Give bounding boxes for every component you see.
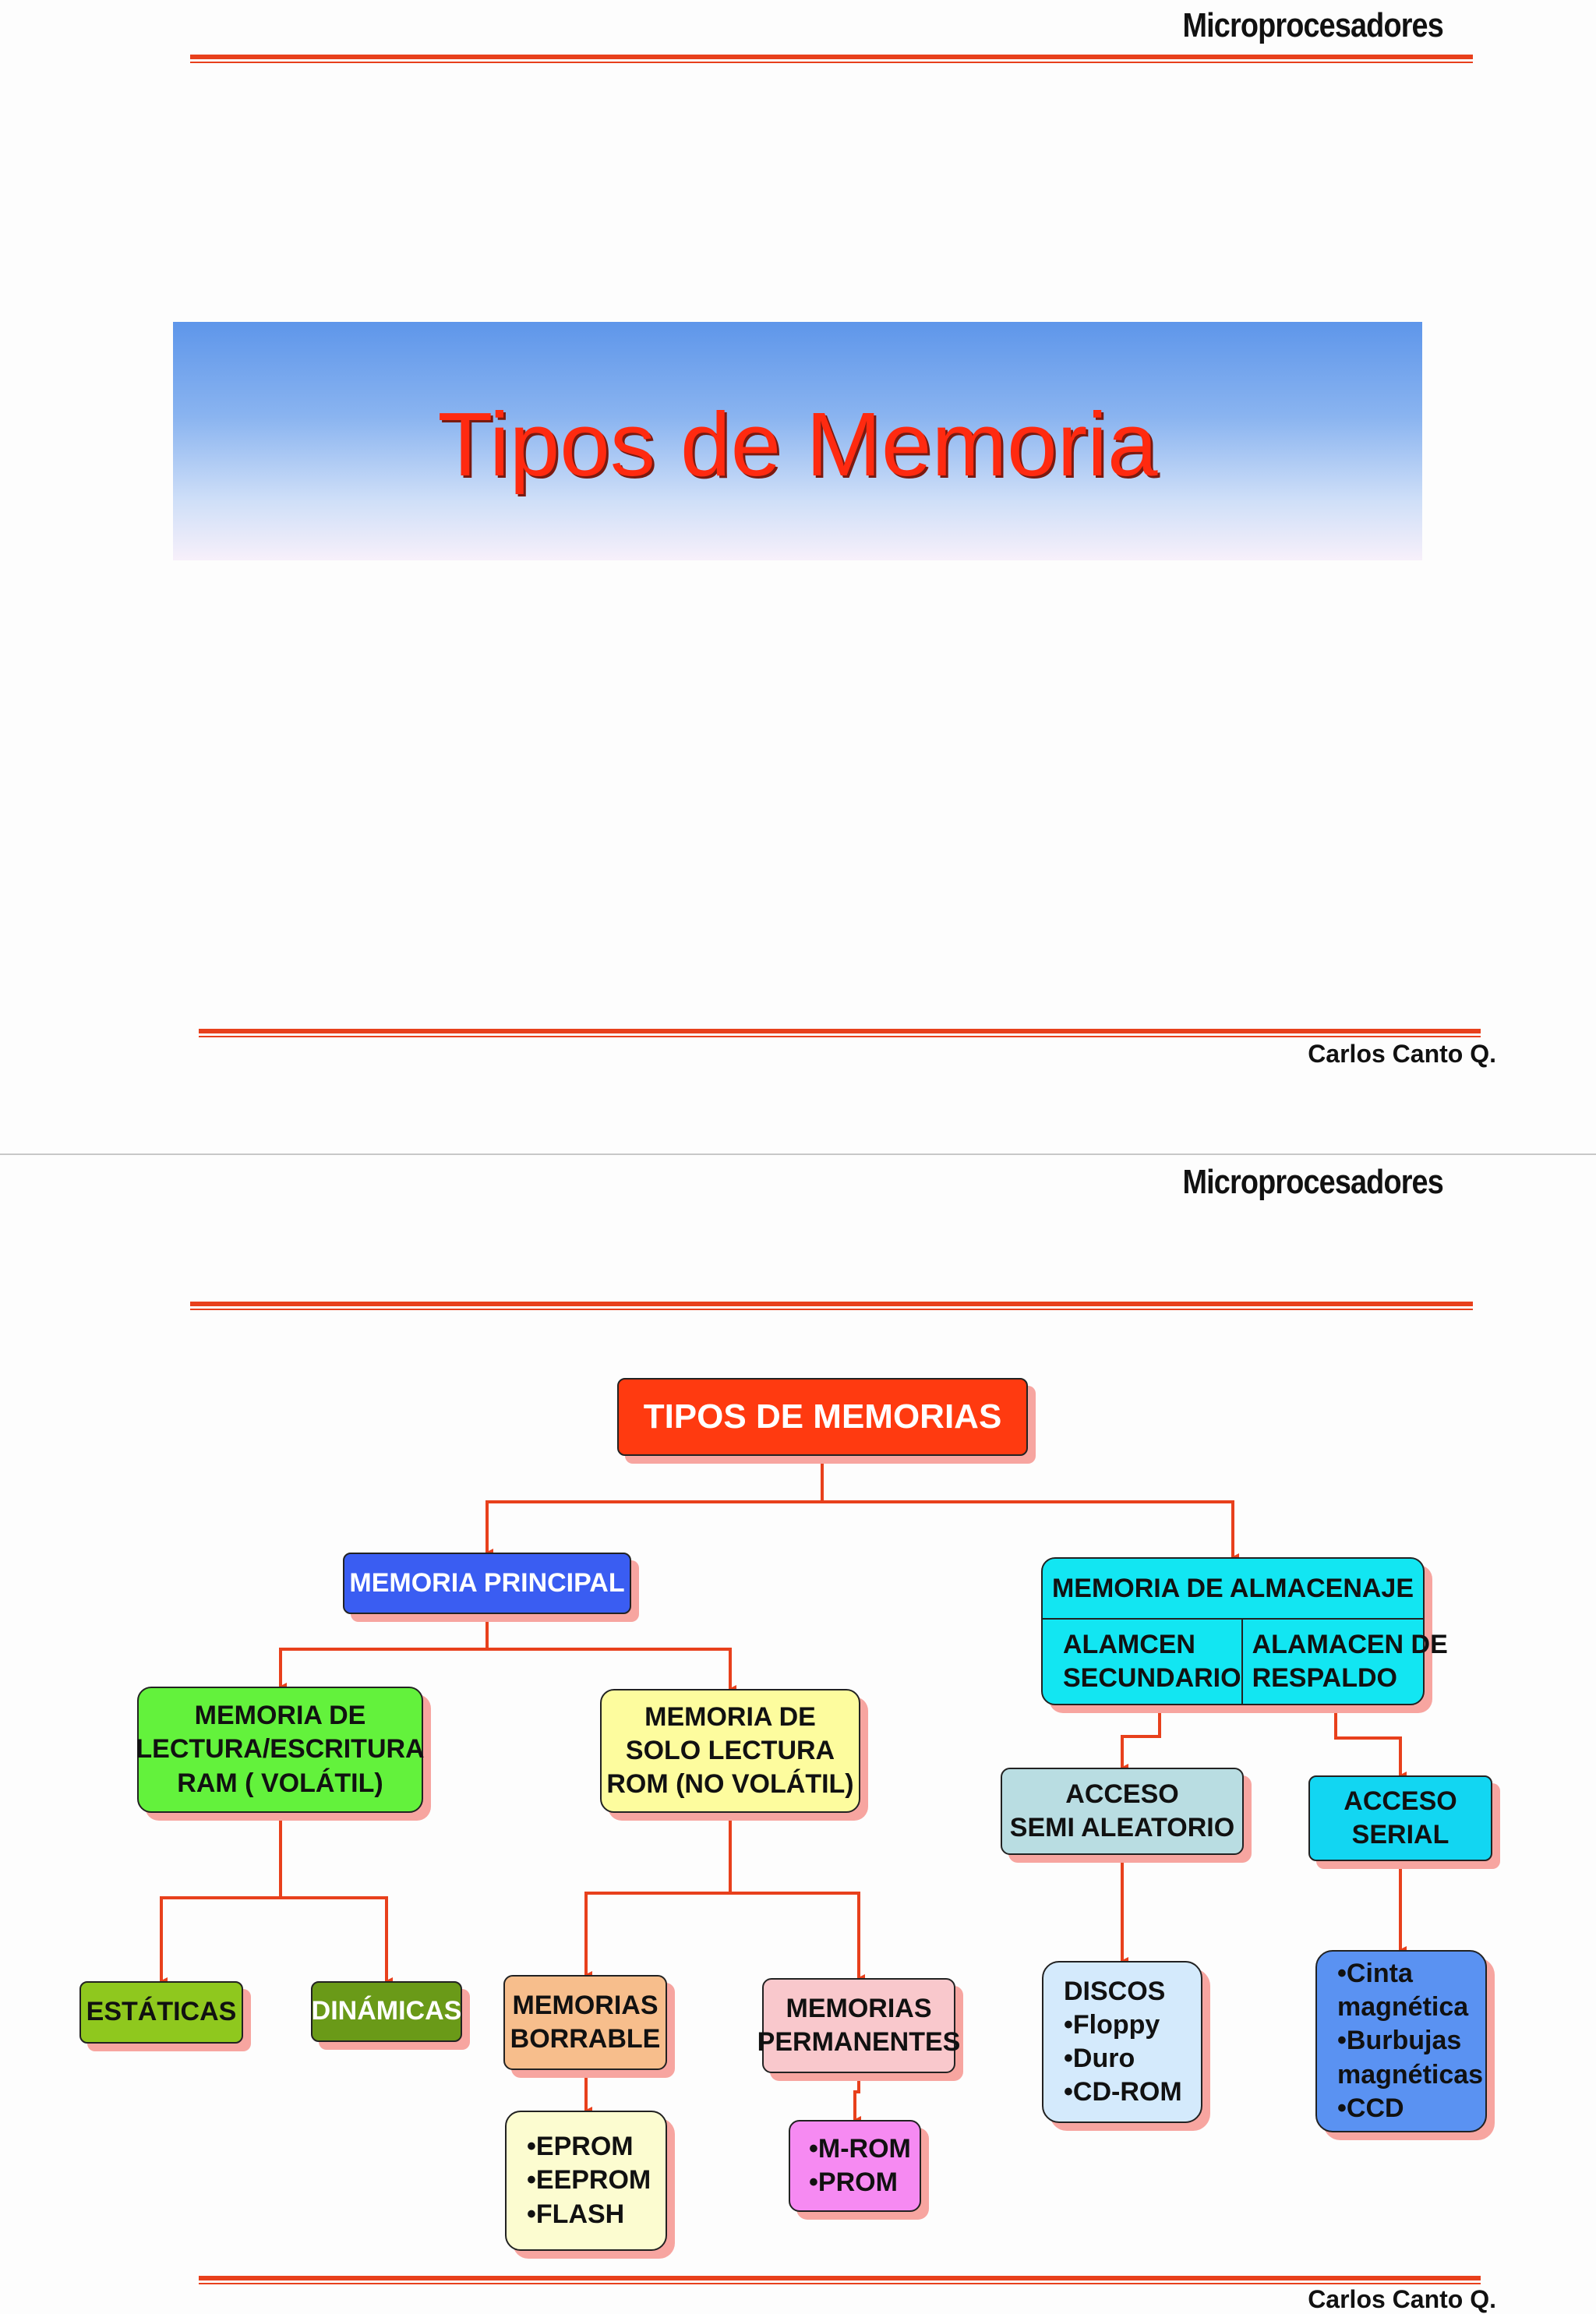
serial-list-item: magnética — [1337, 1992, 1469, 2023]
almacen-secundario — [1043, 1620, 1243, 1704]
borrable-list-item: •EPROM — [527, 2132, 634, 2162]
borrable-line: BORRABLE — [510, 2024, 661, 2054]
footer-rule — [199, 2276, 1481, 2280]
serial-list-item: magnéticas — [1337, 2059, 1484, 2090]
discos-list-node — [1042, 1961, 1202, 2123]
dinamicas-node: DINÁMICAS — [311, 1981, 462, 2042]
serial-list-item: •CCD — [1337, 2093, 1404, 2123]
page-separator — [0, 1153, 1596, 1155]
root-node: TIPOS DE MEMORIAS — [617, 1378, 1028, 1456]
discos-list-item: •Duro — [1064, 2044, 1135, 2073]
permanentes-line: PERMANENTES — [757, 2027, 961, 2057]
acceso-semi-line: ACCESO — [1065, 1779, 1179, 1809]
almacen-respaldo-line: RESPALDO — [1252, 1663, 1397, 1693]
almacen-secundario-line: ALAMCEN — [1063, 1629, 1195, 1659]
ram-line: LECTURA/ESCRITURA — [136, 1734, 425, 1765]
borrable-list-node — [505, 2111, 667, 2251]
acceso-serial-line: ACCESO — [1344, 1786, 1457, 1816]
serial-list-item: •Burbujas — [1337, 2026, 1462, 2056]
ram-node — [137, 1687, 423, 1813]
acceso-serial-node — [1308, 1775, 1492, 1861]
slide-title: Tipos de Memoria — [437, 394, 1158, 495]
almacenaje-split — [1043, 1620, 1448, 1704]
borrable-list-item: •EEPROM — [527, 2165, 651, 2196]
memorias-borrable-node — [503, 1975, 667, 2070]
slide-2 — [0, 1157, 1596, 2313]
memoria-almacenaje-node — [1041, 1557, 1448, 1705]
footer-author: Carlos Canto Q. — [1308, 1040, 1496, 1068]
title-banner — [173, 322, 1422, 560]
almacen-secundario-line: SECUNDARIO — [1063, 1663, 1241, 1693]
almacenaje-title: MEMORIA DE ALMACENAJE — [1043, 1559, 1423, 1620]
discos-list-item: DISCOS — [1064, 1976, 1166, 2006]
permanentes-line: MEMORIAS — [786, 1993, 932, 2023]
borrable-list-item: •FLASH — [527, 2199, 625, 2229]
rom-node — [600, 1689, 860, 1813]
estaticas-node: ESTÁTICAS — [79, 1981, 243, 2044]
header-title: Microprocesadores — [1182, 6, 1443, 44]
permanentes-list-item: •PROM — [809, 2167, 898, 2197]
footer-author: Carlos Canto Q. — [1308, 2285, 1496, 2313]
acceso-serial-line: SERIAL — [1351, 1820, 1449, 1849]
memoria-principal-node: MEMORIA PRINCIPAL — [343, 1553, 631, 1614]
borrable-line: MEMORIAS — [512, 1990, 659, 2020]
almacen-respaldo-line: ALAMACEN DE — [1252, 1629, 1448, 1659]
serial-list-node — [1315, 1950, 1487, 2132]
footer-rule — [199, 1029, 1481, 1033]
rom-line: SOLO LECTURA — [625, 1735, 835, 1765]
header-title: Microprocesadores — [1182, 1163, 1443, 1201]
serial-list-item: •Cinta — [1337, 1959, 1413, 1989]
memorias-permanentes-node — [757, 1978, 961, 2073]
discos-list-item: •Floppy — [1064, 2009, 1160, 2040]
slide-1 — [0, 0, 1596, 1152]
rom-line: ROM (NO VOLÁTIL) — [606, 1769, 854, 1800]
ram-line: MEMORIA DE — [194, 1701, 366, 1731]
rom-line: MEMORIA DE — [644, 1701, 816, 1732]
permanentes-list-item: •M-ROM — [809, 2133, 911, 2164]
acceso-semi-node — [1001, 1768, 1244, 1855]
acceso-semi-line: SEMI ALEATORIO — [1009, 1813, 1235, 1842]
discos-list-item: •CD-ROM — [1064, 2077, 1182, 2107]
permanentes-list-node — [789, 2120, 921, 2212]
header-rule — [190, 55, 1473, 59]
almacen-respaldo — [1243, 1620, 1448, 1704]
ram-line: RAM ( VOLÁTIL) — [177, 1768, 383, 1798]
